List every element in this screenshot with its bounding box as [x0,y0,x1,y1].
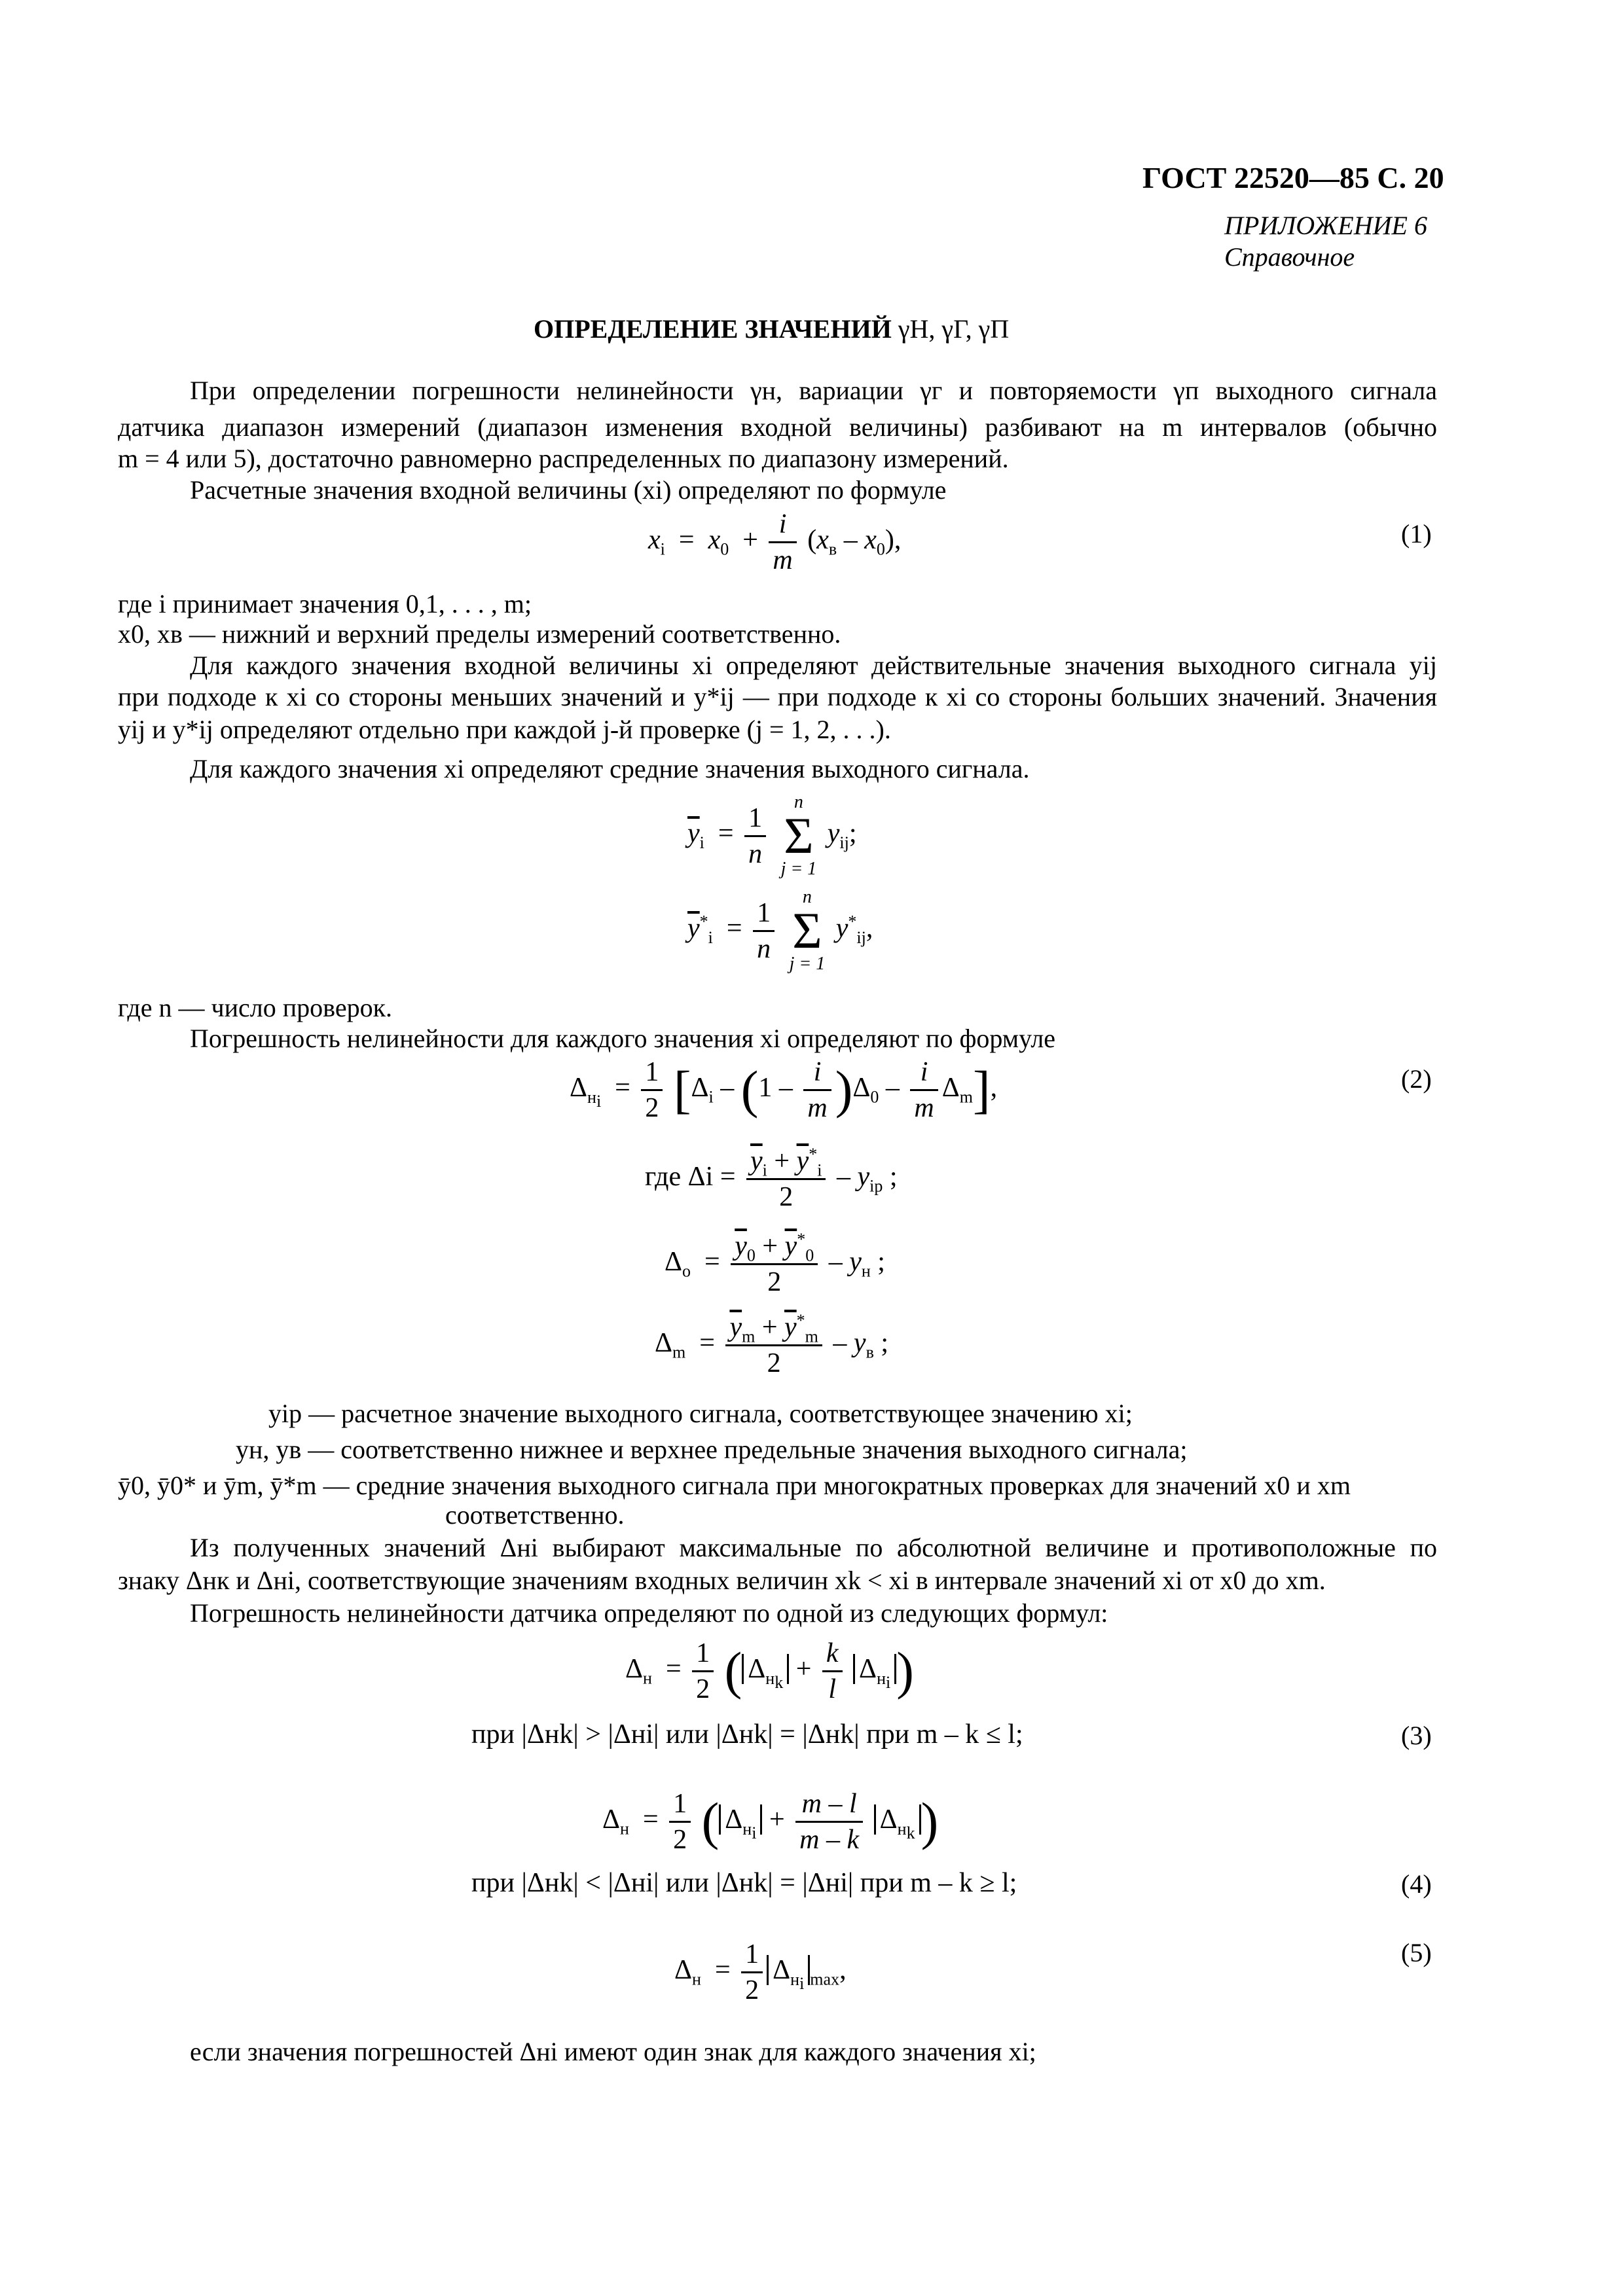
formula-4: $\Delta_н$ = $\frac{1}{2}$ ( $\Delta_{н_i}$ + $\frac{m - l}{m - k}$ $\Delta_{н_k}$ ) [602,1787,938,1857]
equation-number: (1) [1401,519,1432,548]
definition-line: соответственно. [445,1500,625,1530]
max-subscript: max [810,1969,840,1989]
paragraph-line: Для каждого значения входной величины xi определяют действительные значения выходного сигнала yij [190,651,1437,680]
paragraph-line: m = 4 или 5), достаточно равномерно распределенных по диапазону измерений. [118,444,1009,473]
document-header: ГОСТ 22520—85 С. 20 [1142,161,1444,194]
section-title [534,313,1009,346]
formula-3: $\Delta_н$ = $\frac{1}{2}$ ( $\Delta_{н_k}$ + $\frac{k}{l}$ $\Delta_{н_i}$ ) [625,1636,914,1706]
title-prefix: ОПРЕДЕЛЕНИЕ ЗНАЧЕНИЙ [534,314,892,344]
formula-mean-y-star: $\overline{y}^*_i$ = $\frac{1}{n}$ n Σ j = 1 $y^*_{ij}$, [687,887,873,974]
appendix-number: ПРИЛОЖЕНИЕ 6 [1224,211,1427,240]
paragraph-line: Для каждого значения xi определяют средние значения выходного сигнала. [190,754,1030,783]
paragraph-line: x0, xв — нижний и верхний пределы измерений соответственно. [118,619,841,649]
equation-number: (5) [1401,1938,1432,1967]
paragraph-line: где n — число проверок. [118,993,393,1022]
formula-5: $\Delta_н$ = $\frac{1}{2}$ $\Delta_{н_i}$ $_{max}$, [674,1937,847,2007]
paragraph-line: yij и y*ij определяют отдельно при каждой j-й проверке (j = 1, 2, . . .). [118,715,891,744]
definition-line: ȳ0, ȳ0* и ȳm, ȳ*m — средние значения выходного сигнала при многократных проверках для значений x0 и xm [118,1471,1351,1500]
paragraph-line: если значения погрешностей Δнi имеют один знак для каждого значения xi; [190,2037,1036,2066]
paragraph-line: знаку Δнк и Δнi, соответствующие значениям входных величин xk < xi в интервале значений xi от x0 до xm. [118,1566,1326,1595]
formula-mean-y: $\overline{y}_i$ = $\frac{1}{n}$ n Σ j = 1 $y_{ij}$; [687,792,857,879]
formula-delta-m: $\Delta_m$ = $\frac{\overline{y}_m + \overline{y}^*_m}{2}$ – $y_в$ ; [655,1311,889,1378]
paragraph-line: Погрешность нелинейности датчика определяют по одной из следующих формул: [190,1598,1108,1628]
definition-line: yн, yв — соответственно нижнее и верхнее предельные значения выходного сигнала; [236,1435,1188,1464]
paragraph-line: Расчетные значения входной величины (xi) определяют по формуле [190,475,947,505]
paragraph-line: при подходе к xi со стороны меньших значений и y*ij — при подходе к xi со стороны больших значений. Значения [118,682,1437,711]
formula-1: $x_i = x_0$ + $\frac{i}{m}$ $(x_в - x_0)$, [648,507,901,577]
formula-2: $\Delta_{н_i}$ = $\frac{1}{2}$ [$\Delta_i - (1$ – $\frac{i}{m}$ )$\Delta_0$ – $\frac{i}{m}$ $\Delta_m$], [570,1055,997,1125]
equation-number: (3) [1401,1721,1432,1750]
formula-delta-0: $\Delta_o$ = $\frac{\overline{y}_0 + \overline{y}^*_0}{2}$ – $y_н$ ; [665,1230,885,1297]
equation-number: (2) [1401,1064,1432,1094]
equation-number: (4) [1401,1869,1432,1899]
paragraph-line: При определении погрешности нелинейности γн, вариации γг и повторяемости γп выходного сигнала [190,376,1437,405]
appendix-kind: Справочное [1224,242,1355,272]
title-symbols: γН, γГ, γП [898,314,1010,344]
formula-delta-i: где Δi = $\frac{\overline{y}_i + \overline{y}^*_i}{2}$ – $y_{ip}$ ; [645,1145,898,1212]
where-delta-label: где Δi = [645,1162,736,1193]
formula-3-condition: при |Δнk| > |Δнi| или |Δнk| = |Δнk| при m – k ≤ l; [471,1719,1023,1749]
paragraph-line: Погрешность нелинейности для каждого значения xi определяют по формуле [190,1024,1056,1053]
paragraph-line: датчика диапазон измерений (диапазон изменения входной величины) разбивают на m интервалов (обычно [118,412,1437,442]
paragraph-line: где i принимает значения 0,1, . . . , m; [118,589,532,619]
definition-line: yip — расчетное значение выходного сигнала, соответствующее значению xi; [268,1399,1133,1428]
paragraph-line: Из полученных значений Δнi выбирают максимальные по абсолютной величине и противоположные по [190,1533,1437,1562]
formula-4-condition: при |Δнk| < |Δнi| или |Δнk| = |Δнi| при m – k ≥ l; [471,1868,1017,1898]
